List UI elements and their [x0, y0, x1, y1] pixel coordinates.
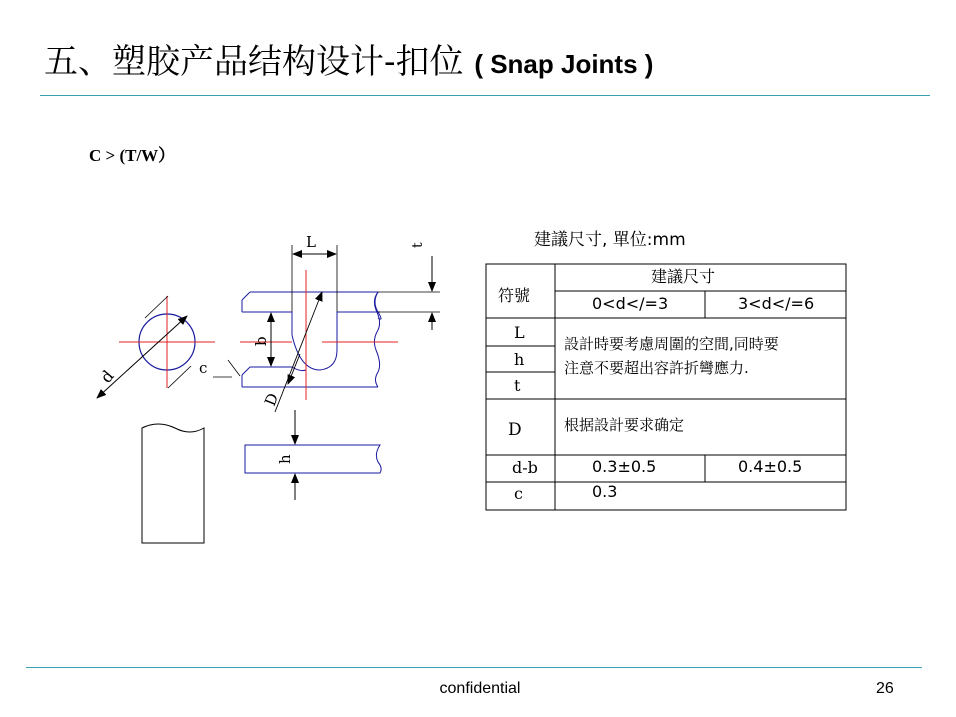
table-caption: 建議尺寸, 單位:mm — [534, 230, 686, 250]
design-formula: C > (T/W） — [89, 146, 176, 165]
row-D: D — [508, 420, 522, 440]
label-L: L — [306, 233, 316, 251]
row-t: t — [514, 376, 521, 395]
bar-section-view — [245, 410, 381, 500]
row-L: L — [514, 323, 525, 342]
c-value: 0.3 — [592, 482, 618, 501]
label-c: c — [199, 359, 208, 377]
lht-note-line2: 注意不要超出容許折彎應力. — [564, 359, 749, 377]
recommended-dimension-table — [486, 230, 846, 510]
db-value-2: 0.4±0.5 — [738, 457, 803, 476]
label-t: t — [410, 242, 426, 248]
header-recommend: 建議尺寸 — [651, 267, 716, 286]
db-value-1: 0.3±0.5 — [592, 457, 657, 476]
lht-note-line1: 設計時要考慮周圍的空間,同時要 — [564, 335, 779, 353]
snap-hook-view — [199, 233, 440, 412]
footer-divider — [26, 667, 922, 668]
label-h: h — [276, 454, 294, 464]
label-d: d — [96, 366, 118, 387]
broken-part-view — [142, 424, 204, 543]
footer-confidential: confidential — [439, 680, 521, 697]
page-number: 26 — [876, 680, 894, 697]
row-h: h — [514, 350, 525, 369]
D-note: 根据設計要求确定 — [564, 416, 685, 434]
label-b: b — [252, 336, 270, 346]
label-D: D — [261, 390, 283, 409]
row-db: d-b — [512, 458, 538, 477]
row-c: c — [514, 484, 523, 503]
range-1: 0<d</=3 — [592, 294, 669, 313]
title-chinese: 五、塑胶产品结构设计-扣位 — [44, 42, 464, 82]
header-symbol: 符號 — [498, 286, 531, 305]
range-2: 3<d</=6 — [738, 294, 815, 313]
title-english: ( Snap Joints ) — [474, 49, 654, 79]
pin-section-view — [97, 296, 215, 398]
